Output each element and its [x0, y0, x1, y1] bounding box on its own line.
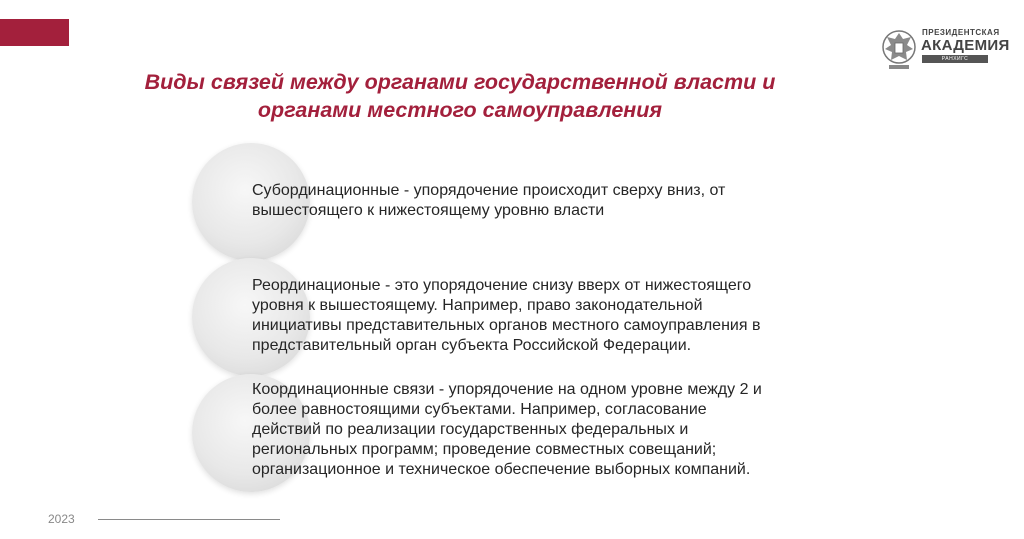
logo-text-line2: АКАДЕМИЯ — [921, 37, 1010, 54]
item-text-line: более равностоящими субъектами. Например, согласование — [252, 401, 707, 418]
item-text-line: Субординационные - упорядочение происходит сверху вниз, от — [252, 182, 726, 199]
list-item-reordination — [252, 276, 872, 356]
footer-divider — [98, 519, 280, 520]
page-title — [60, 68, 860, 124]
item-text-line: региональных программ; проведение совместных совещаний; — [252, 441, 717, 458]
logo-text-line1: ПРЕЗИДЕНТСКАЯ — [922, 28, 1000, 37]
item-text-line: Реординационые - это упорядочение снизу вверх от нижестоящего — [252, 277, 752, 294]
accent-bar — [0, 19, 69, 46]
item-text-line: организационное и техническое обеспечение выборных компаний. — [252, 461, 751, 478]
logo-text-line3: РАНХИГС ПРАВИЛЬНЫЙ — [922, 55, 988, 63]
item-text-line: вышестоящего к нижестоящему уровню власти — [252, 202, 605, 219]
item-text-line: действий по реализации государственных федеральных и — [252, 421, 689, 438]
eagle-emblem-icon — [880, 25, 918, 73]
item-text-line: Координационные связи - упорядочение на одном уровне между 2 и — [252, 381, 762, 398]
academy-logo — [880, 25, 1010, 73]
list-item-coordination — [252, 380, 872, 480]
title-line: органами местного самоуправления — [257, 98, 663, 122]
footer-year: 2023 — [48, 512, 75, 526]
item-text-line: представительный орган субъекта Российской Федерации. — [252, 337, 692, 354]
list-item-subordination — [252, 181, 872, 221]
item-text-line: инициативы представительных органов местного самоуправления в — [252, 317, 761, 334]
item-text-line: уровня к вышестоящему. Например, право законодательной — [252, 297, 703, 314]
title-line: Виды связей между органами государственной власти и — [144, 70, 776, 94]
